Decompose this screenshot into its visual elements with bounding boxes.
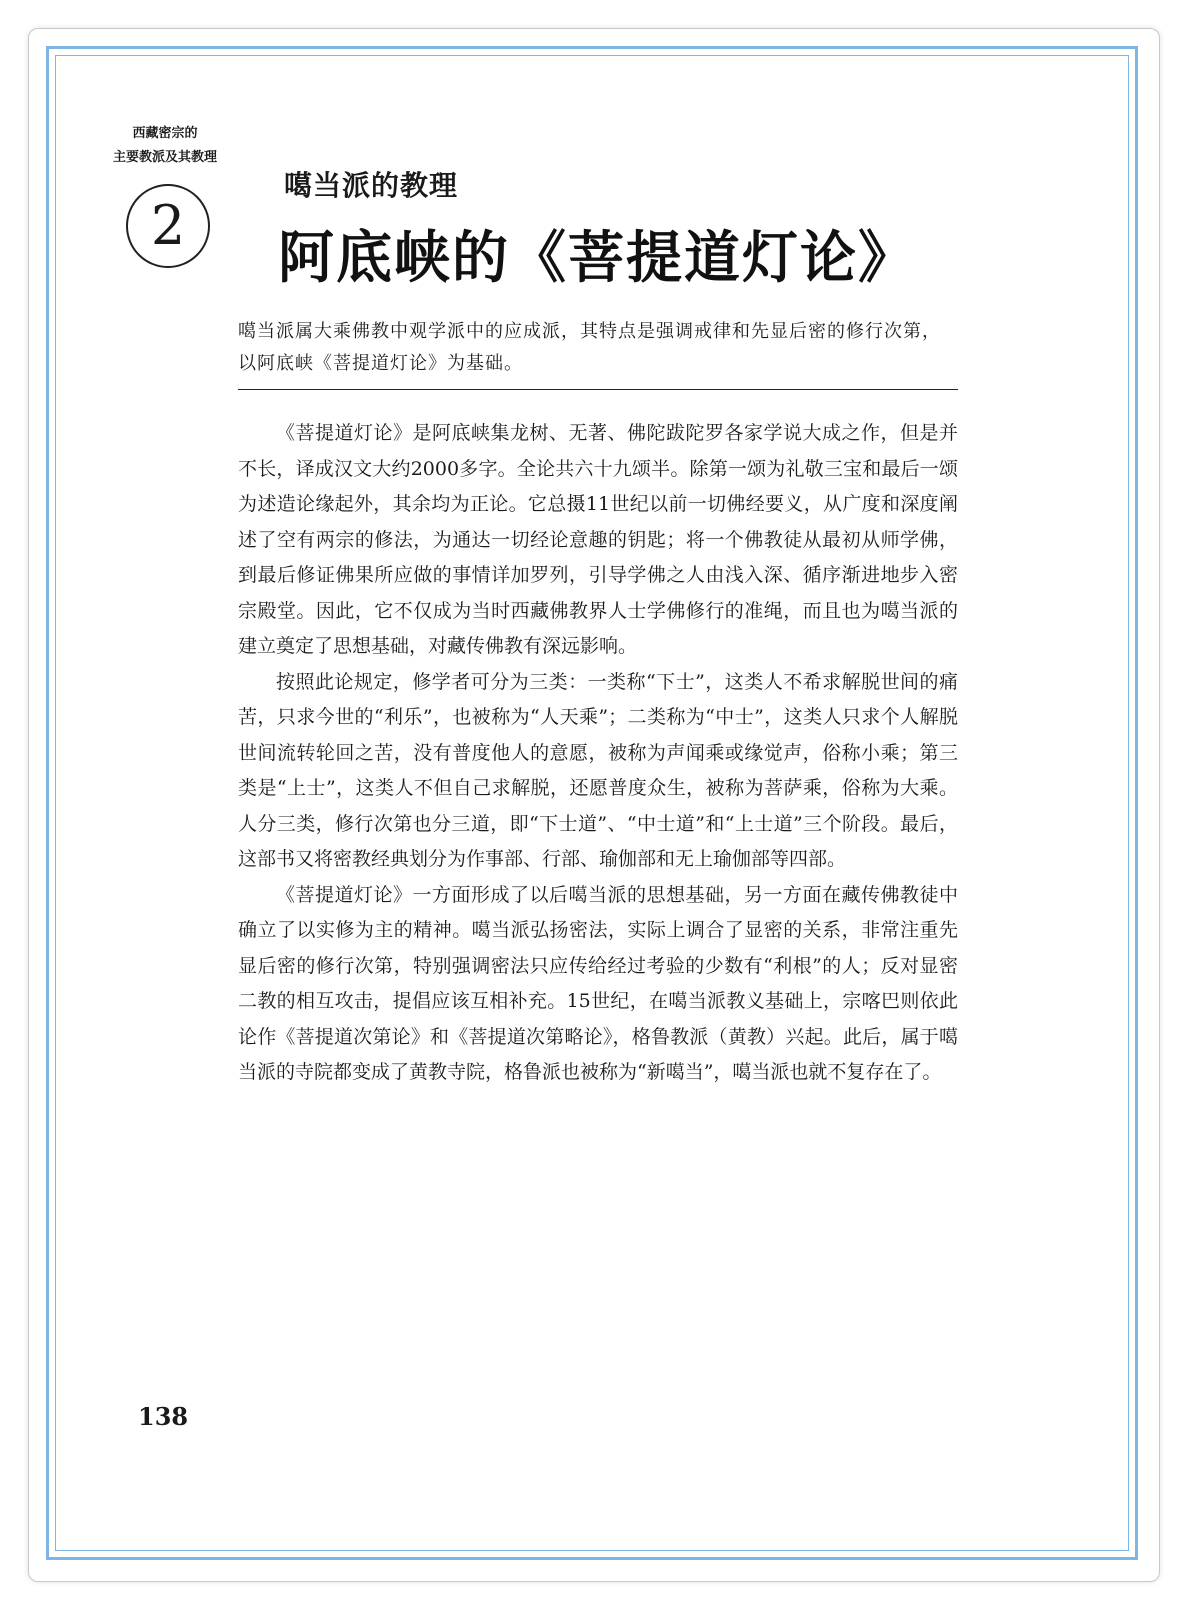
divider (238, 389, 958, 390)
paragraph: 《菩提道灯论》一方面形成了以后噶当派的思想基础，另一方面在藏传佛教徒中确立了以实修为主的精神。噶当派弘扬密法，实际上调合了显密的关系，非常注重先显后密的修行次第，特别强调密法只应传给经过考验的少数有“利根”的人；反对显密二教的相互攻击，提倡应该互相补充。15世纪，在噶当派教义基础上，宗喀巴则依此论作《菩提道次第论》和《菩提道次第略论》，格鲁教派（黄教）兴起。此后，属于噶当派的寺院都变成了黄教寺院，格鲁派也被称为“新噶当”，噶当派也就不复存在了。 (238, 883, 958, 1083)
page-number: 138 (138, 1402, 189, 1431)
series-label-line2: 主要教派及其教理 (112, 150, 217, 165)
abstract: 噶当派属大乘佛教中观学派中的应成派，其特点是强调戒律和先显后密的修行次第，以阿底峡《菩提道灯论》为基础。 (238, 321, 941, 374)
paragraph: 《菩提道灯论》是阿底峡集龙树、无著、佛陀跋陀罗各家学说大成之作，但是并不长，译成汉文大约2000多字。全论共六十九颂半。除第一颂为礼敬三宝和最后一颂为述造论缘起外，其余均为正论。它总摄11世纪以前一切佛经要义，从广度和深度阐述了空有两宗的修法，为通达一切经论意趣的钥匙；将一个佛教徒从最初从师学佛，到最后修证佛果所应做的事情详加罗列，引导学佛之人由浅入深、循序渐进地步入密宗殿堂。因此，它不仅成为当时西藏佛教界人士学佛修行的准绳，而且也为噶当派的建立奠定了思想基础，对藏传佛教有深远影响。 (238, 422, 958, 657)
article-body (238, 416, 958, 1091)
series-label-line1: 西藏密宗的 (132, 126, 198, 141)
section-subtitle: 噶当派的教理 (284, 169, 459, 202)
page-title: 阿底峡的《菩提道灯论》 (278, 226, 916, 291)
chapter-number-badge (126, 184, 210, 268)
paragraph: 按照此论规定，修学者可分为三类：一类称“下士”，这类人不希求解脱世间的痛苦，只求今世的“利乐”，也被称为“人天乘”；二类称为“中士”，这类人只求个人解脱世间流转轮回之苦，没有普度他人的意愿，被称为声闻乘或缘觉声，俗称小乘；第三类是“上士”，这类人不但自己求解脱，还愿普度众生，被称为菩萨乘，俗称为大乘。人分三类，修行次第也分三道，即“下士道”、“中士道”和“上士道”三个阶段。最后，这部书又将密教经典划分为作事部、行部、瑜伽部和无上瑜伽部等四部。 (238, 670, 958, 870)
series-label (100, 122, 230, 170)
chapter-number: 2 (150, 194, 186, 257)
